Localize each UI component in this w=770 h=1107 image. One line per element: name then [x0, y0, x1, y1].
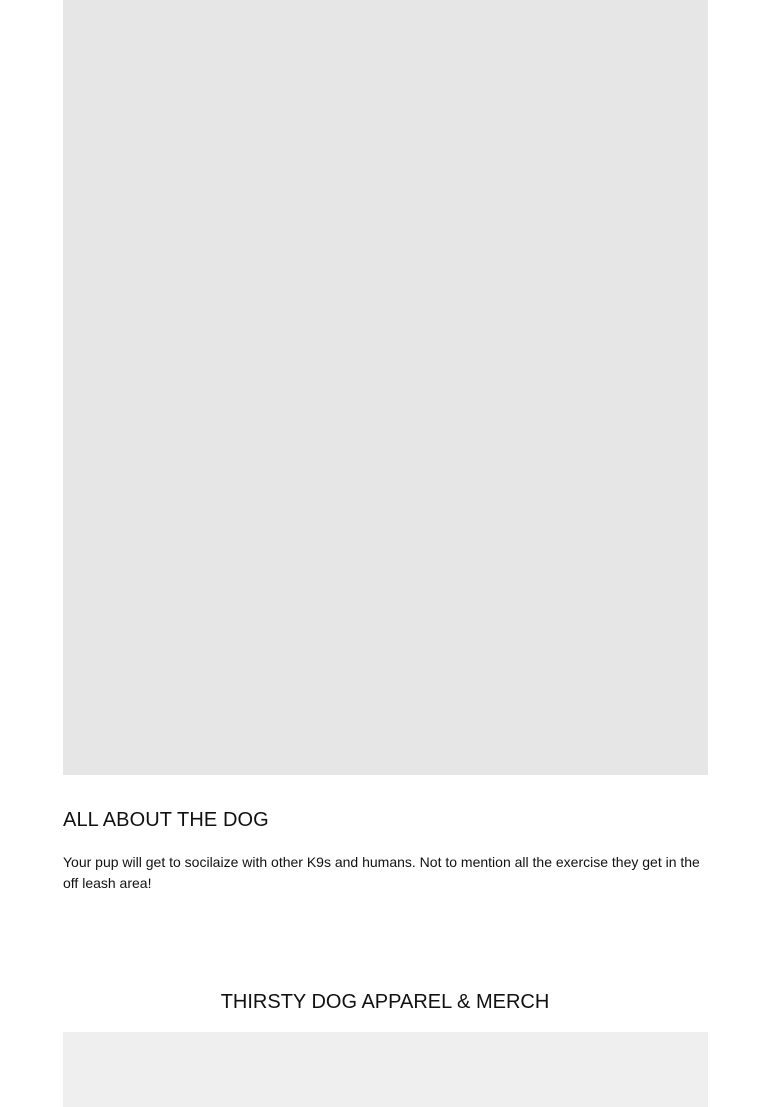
merch-image-placeholder[interactable]: [63, 1032, 708, 1107]
merch-section-title: THIRSTY DOG APPAREL & MERCH: [220, 991, 550, 1013]
about-section-title: ALL ABOUT THE DOG: [63, 809, 269, 831]
dog-image-placeholder: [63, 0, 708, 775]
about-section-text: Your pup will get to socilaize with other K9s and humans. Not to mention all the exercise they get in the off leash area!: [63, 854, 700, 891]
